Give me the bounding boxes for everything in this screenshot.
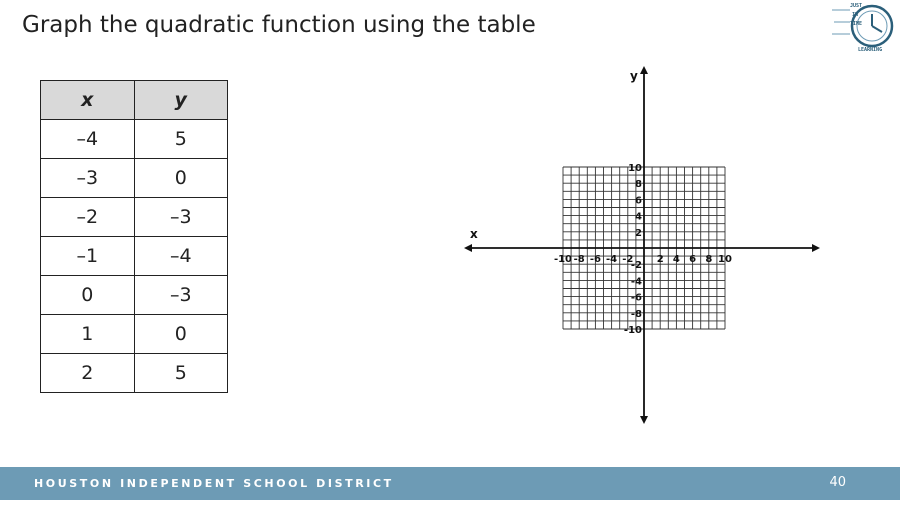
x-tick-label: -6 [589, 254, 601, 265]
table-row [41, 120, 228, 159]
logo-text: JUST [850, 3, 863, 9]
table-cell-y: 0 [134, 159, 228, 198]
y-tick-label: -6 [630, 292, 642, 304]
y-axis-label: y [630, 69, 638, 83]
y-tick-label: 6 [635, 195, 642, 207]
table-header-y: y [134, 81, 228, 120]
x-tick-label: -2 [622, 254, 634, 265]
table-cell-x: 1 [41, 315, 135, 354]
y-tick-label: 2 [635, 227, 642, 239]
table-cell-y: –3 [134, 198, 228, 237]
y-tick-label: -4 [630, 276, 642, 288]
y-tick-label: 8 [635, 179, 642, 191]
x-tick-label: -4 [606, 254, 618, 265]
x-tick-label: 6 [689, 254, 697, 265]
table-cell-y: 5 [134, 120, 228, 159]
y-tick-label: -8 [630, 308, 642, 320]
logo-text: LEARNING [858, 47, 883, 53]
x-tick-label: 8 [705, 254, 713, 265]
table-row [41, 159, 228, 198]
y-axis-arrow-down [640, 416, 648, 424]
table-cell-x: –1 [41, 237, 135, 276]
slide-title: Graph the quadratic function using the table [22, 12, 536, 38]
table-row [41, 315, 228, 354]
y-tick-label: -10 [623, 325, 642, 336]
x-axis-label: x [470, 227, 478, 241]
footer-bar [0, 467, 900, 500]
y-axis-arrow-up [640, 66, 648, 74]
table-row [41, 237, 228, 276]
just-in-time-learning-logo [830, 2, 896, 56]
coordinate-grid [462, 64, 832, 428]
y-tick-label: 4 [635, 211, 642, 223]
y-tick-label: -2 [630, 260, 642, 272]
table-row [41, 198, 228, 237]
table-header-x: x [41, 81, 135, 120]
table-cell-y: 5 [134, 354, 228, 393]
y-tick-label: 10 [628, 163, 642, 174]
table-cell-x: –4 [41, 120, 135, 159]
table-cell-x: 2 [41, 354, 135, 393]
logo-text: IN [852, 12, 859, 18]
table-cell-x: –3 [41, 159, 135, 198]
x-tick-label: 4 [672, 254, 680, 265]
x-axis-arrow-left [464, 244, 472, 252]
table-cell-y: –3 [134, 276, 228, 315]
x-axis-arrow-right [812, 244, 820, 252]
x-tick-label: -10 [553, 254, 573, 265]
page-number: 40 [829, 475, 846, 490]
table-row [41, 276, 228, 315]
values-table [40, 80, 228, 393]
logo-text: TIME [850, 21, 863, 27]
table-cell-x: –2 [41, 198, 135, 237]
x-tick-label: -8 [573, 254, 585, 265]
table-cell-y: 0 [134, 315, 228, 354]
x-tick-label: 10 [718, 254, 732, 265]
table-row [41, 354, 228, 393]
x-tick-label: 2 [656, 254, 664, 265]
district-name: HOUSTON INDEPENDENT SCHOOL DISTRICT [34, 477, 394, 490]
coordinate-plane [462, 64, 832, 428]
table-cell-x: 0 [41, 276, 135, 315]
table-header-row [41, 81, 228, 120]
table-cell-y: –4 [134, 237, 228, 276]
